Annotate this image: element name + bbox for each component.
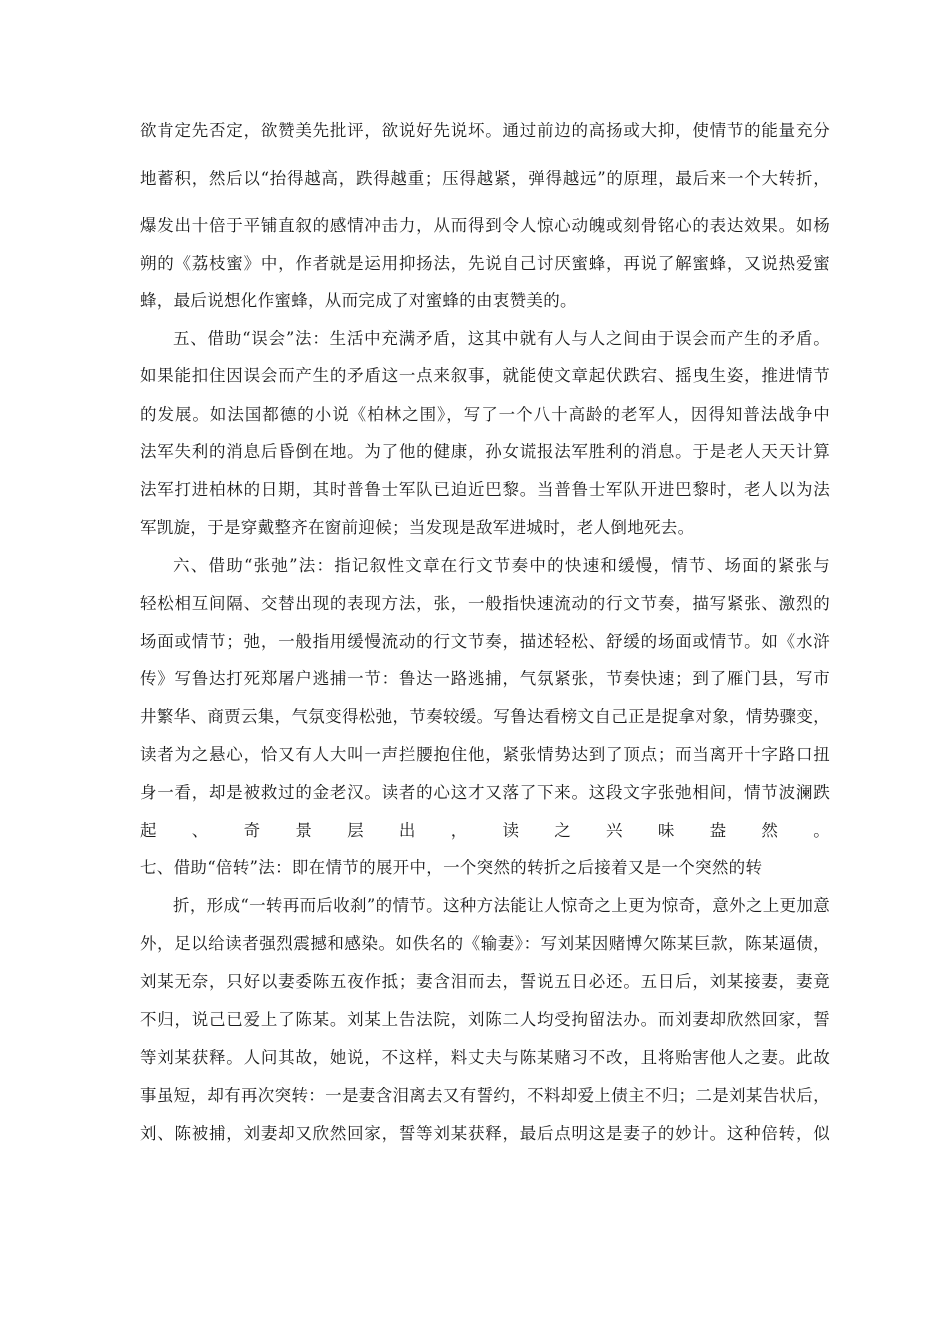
paragraph-heading-line: 折，形成“一转再而后收刹”的情节。这种方法能让人惊奇之上更为惊奇，意外之上更加意: [173, 896, 830, 915]
paragraph-heading-line: 六、借助“张弛”法：指记叙性文章在行文节奏中的快速和缓慢，情节、场面的紧张与: [173, 556, 830, 575]
text-line: 刘、陈被捕，刘妻却又欣然回家，誓等刘某获释，最后点明这是妻子的妙计。这种倍转，似: [140, 1124, 830, 1143]
text-line: 不归，说己已爱上了陈某。刘某上告法院，刘陈二人均受拘留法办。而刘妻却欣然回家，誓: [140, 1010, 830, 1029]
text-line: 传》写鲁达打死郑屠户逃捕一节：鲁达一路逃捕，气氛紧张，节奏快速；到了雁门县，写市: [140, 669, 830, 688]
text-line: 事虽短，却有再次突转：一是妻含泪离去又有誓约，不料却爱上债主不归；二是刘某告状后，: [140, 1086, 830, 1105]
text-line: 爆发出十倍于平铺直叙的感情冲击力，从而得到令人惊心动魄或刻骨铭心的表达效果。如杨: [140, 216, 830, 235]
text-line: 蜂，最后说想化作蜜蜂，从而完成了对蜜蜂的由衷赞美的。: [140, 291, 577, 310]
text-line: 如果能扣住因误会而产生的矛盾这一点来叙事，就能使文章起伏跌宕、摇曳生姿，推进情节: [140, 366, 830, 385]
text-line: 法军失利的消息后昏倒在地。为了他的健康，孙女谎报法军胜利的消息。于是老人天天计算: [140, 442, 830, 461]
text-line: 地蓄积，然后以“抬得越高，跌得越重；压得越紧，弹得越远”的原理，最后来一个大转折，: [140, 169, 830, 188]
text-line: 军凯旋，于是穿戴整齐在窗前迎候；当发现是敌军进城时，老人倒地死去。: [140, 518, 695, 537]
text-line: 场面或情节；弛，一般指用缓慢流动的行文节奏，描述轻松、舒缓的场面或情节。如《水浒: [140, 632, 830, 651]
text-line: 读者为之悬心，恰又有人大叫一声拦腰抱住他，紧张情势达到了顶点；而当离开十字路口扭: [140, 745, 830, 764]
text-line: 等刘某获释。人问其故，她说，不这样，料丈夫与陈某赌习不改，且将贻害他人之妻。此故: [140, 1048, 830, 1067]
text-line: 轻松相互间隔、交替出现的表现方法，张，一般指快速流动的行文节奏，描写紧张、激烈的: [140, 594, 830, 613]
text-line: 七、借助“倍转”法：即在情节的展开中，一个突然的转折之后接着又是一个突然的转: [140, 858, 763, 877]
text-line: 的发展。如法国都德的小说《柏林之围》，写了一个八十高龄的老军人，因得知普法战争中: [140, 405, 830, 424]
text-line: 朔的《荔枝蜜》中，作者就是运用抑扬法，先说自己讨厌蜜蜂，再说了解蜜蜂，又说热爱蜜: [140, 254, 830, 273]
text-line: 法军打进柏林的日期，其时普鲁士军队已迫近巴黎。当普鲁士军队开进巴黎时，老人以为法: [140, 480, 830, 499]
text-line: 身一看，却是被救过的金老汉。读者的心这才又落了下来。这段文字张弛相间，情节波澜跌: [140, 783, 830, 802]
text-line: [140, 1158, 830, 1186]
text-line: 井繁华、商贾云集，气氛变得松弛，节奏较缓。写鲁达看榜文自己正是捉拿对象，情势骤变，: [140, 707, 830, 726]
text-line: 外，足以给读者强烈震撼和感染。如佚名的《输妻》：写刘某因赌博欠陈某巨款，陈某逼债，: [140, 934, 830, 953]
text-line: 欲肯定先否定，欲赞美先批评，欲说好先说坏。通过前边的高扬或大抑，使情节的能量充分: [140, 121, 830, 140]
text-line: 起、奇景层出，读之兴味盎然。: [140, 821, 830, 840]
text-line: [140, 1196, 830, 1224]
paragraph-heading-line: 五、借助“误会”法：生活中充满矛盾，这其中就有人与人之间由于误会而产生的矛盾。: [173, 329, 830, 348]
text-line: 刘某无奈，只好以妻委陈五夜作抵；妻含泪而去，誓说五日必还。五日后，刘某接妻，妻竟: [140, 972, 830, 991]
